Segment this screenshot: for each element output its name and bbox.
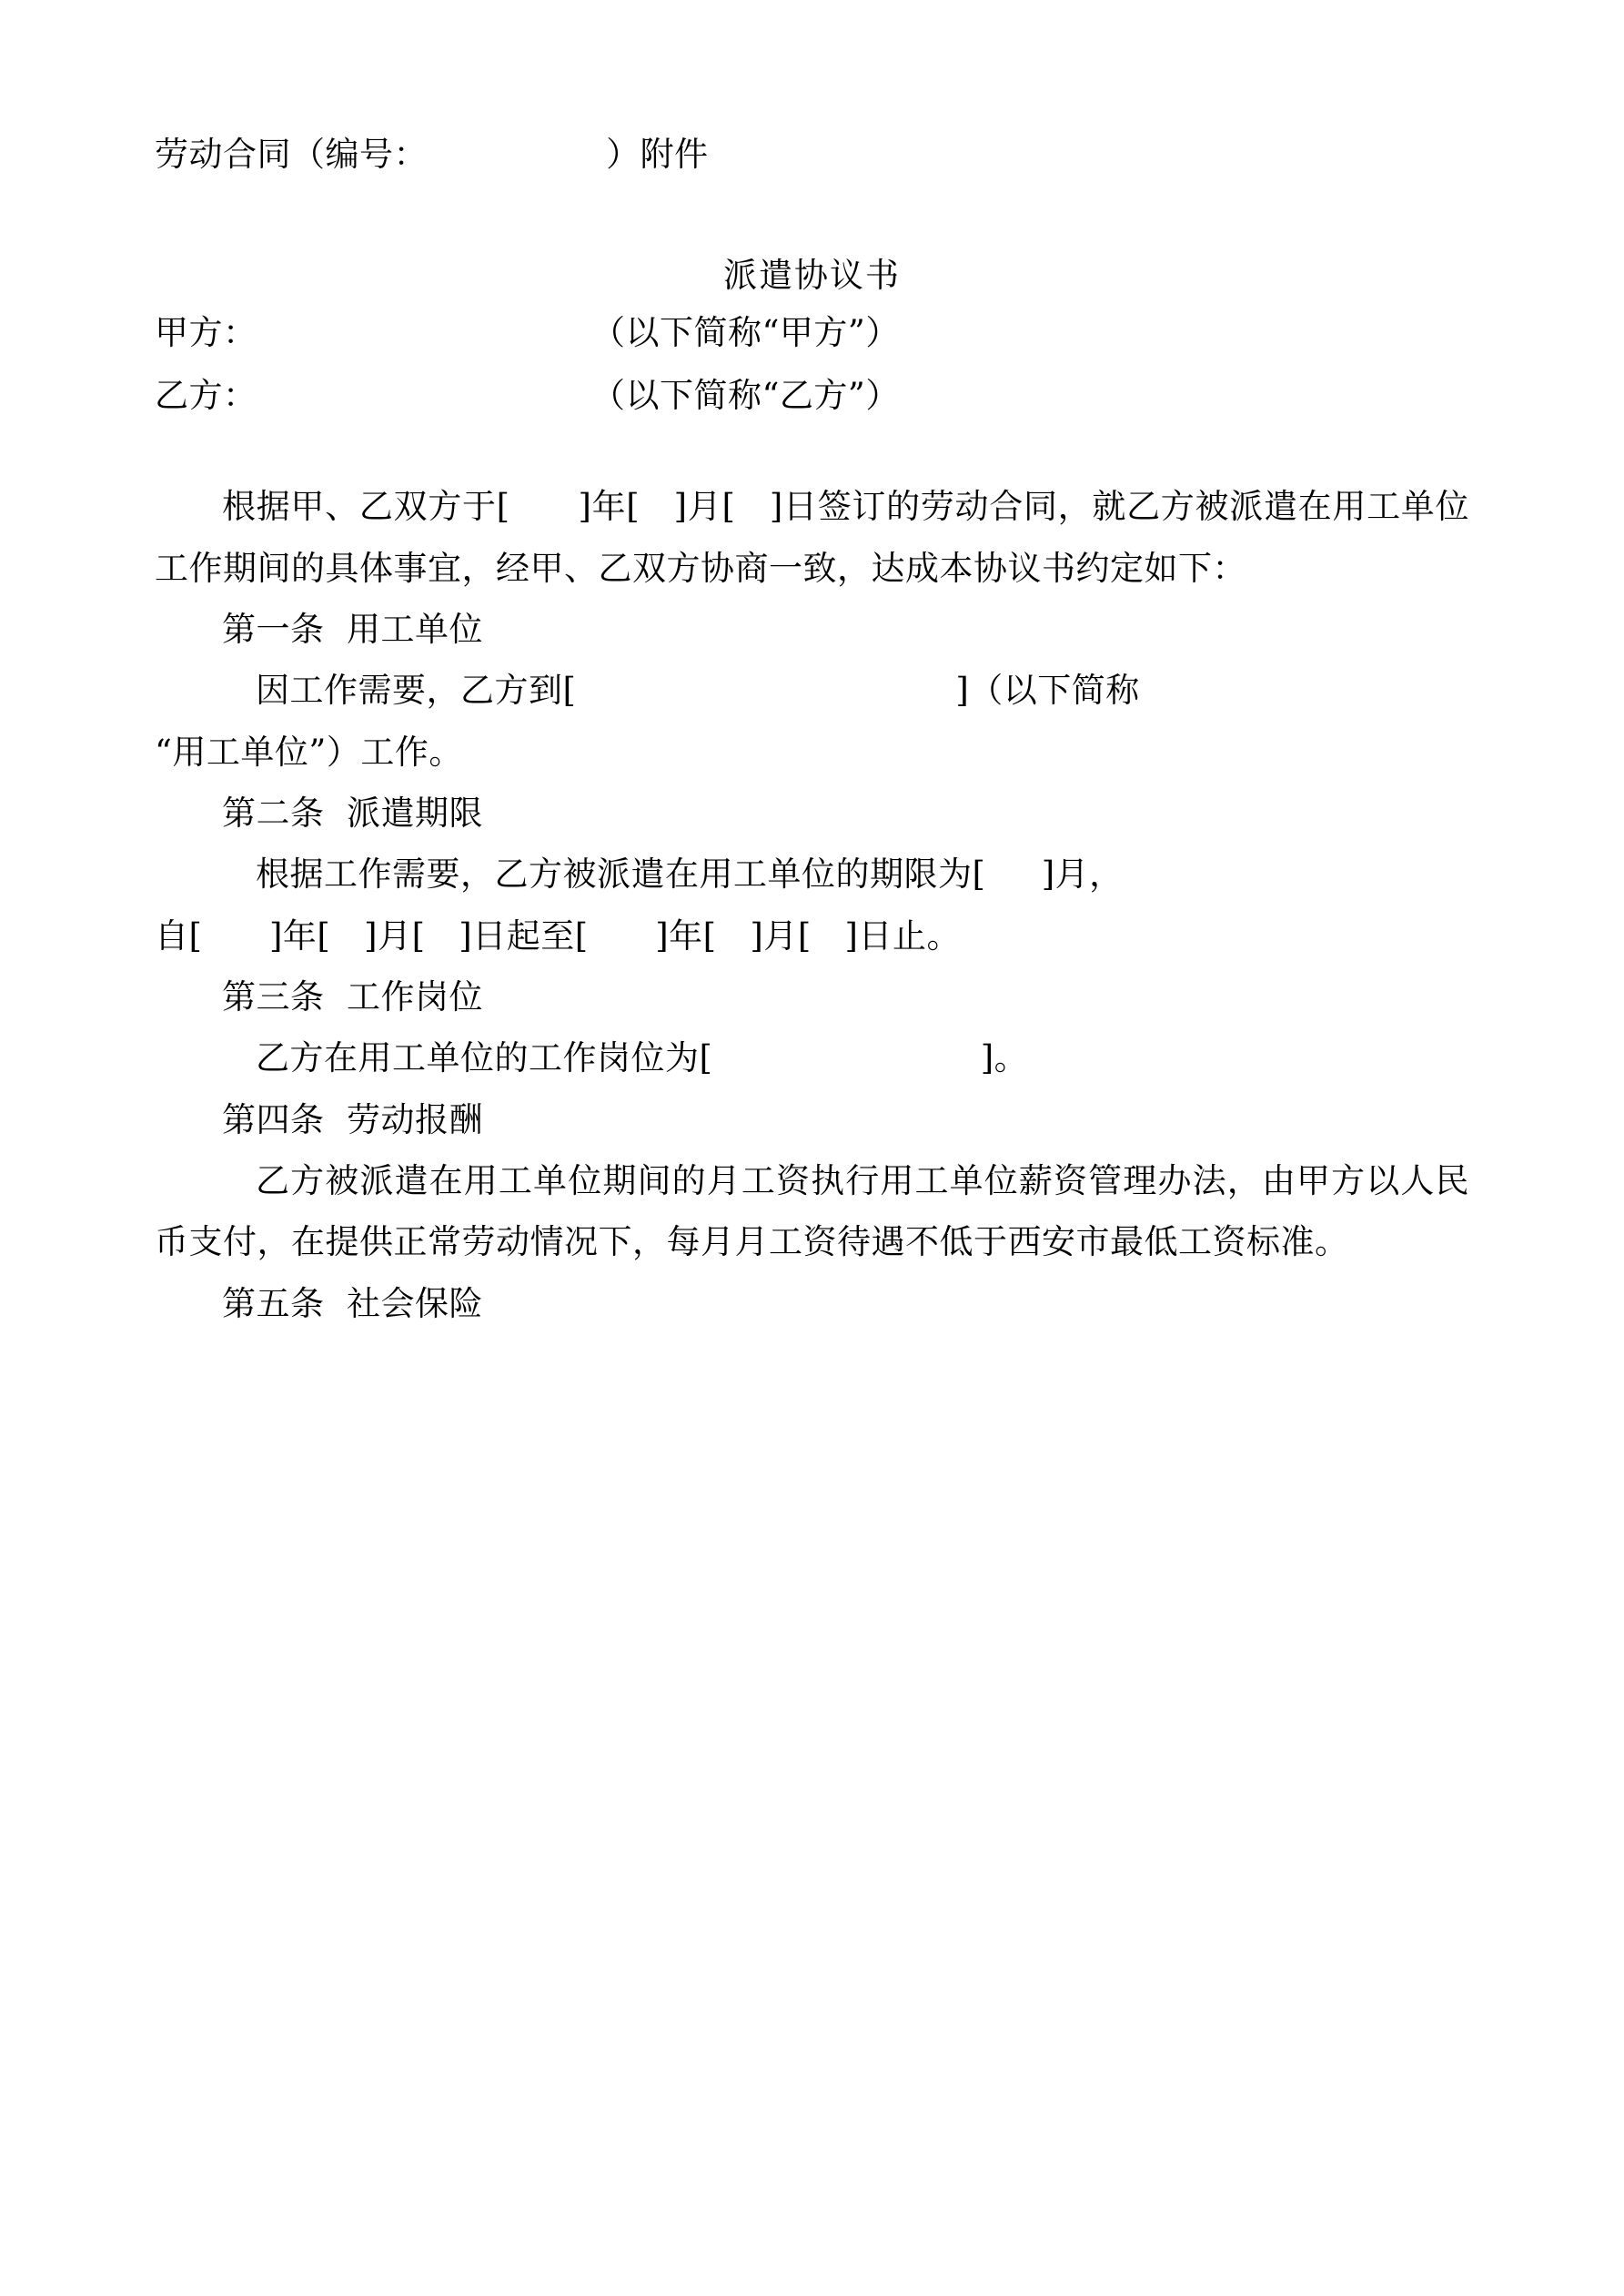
clause-4-title: 第四条 劳动报酬 — [222, 1099, 484, 1139]
clause-2-body: 根据工作需要，乙方被派遣在用工单位的期限为[ ]月， — [256, 855, 1124, 895]
clause-1-body: 因工作需要，乙方到[ ]（以下简称 — [256, 671, 1140, 711]
clause-2-body-cont: 自[ ]年[ ]月[ ]日起至[ ]年[ ]月[ ]日止。 — [155, 915, 961, 956]
clause-5-title: 第五条 社会保险 — [222, 1283, 484, 1323]
spacer — [155, 181, 1469, 248]
party-a-note: （以下简称“甲方”） — [591, 313, 900, 353]
spacer — [155, 427, 1469, 476]
document-body — [155, 127, 1469, 1334]
clause-3-body: 乙方在用工单位的工作岗位为[ ]。 — [256, 1038, 1029, 1078]
preamble-paragraph: 根据甲、乙双方于[ ]年[ ]月[ ]日签订的劳动合同，就乙方被派遣在用工单位工作期间的具体事宜，经甲、乙双方协商一致，达成本协议书约定如下： — [155, 487, 1469, 588]
party-b-row — [155, 365, 1469, 427]
clause-1-body-cont: “用工单位”）工作。 — [155, 732, 463, 772]
party-b-note: （以下简称“乙方”） — [591, 375, 900, 415]
clause-1-title: 第一条 用工单位 — [222, 609, 484, 649]
clause-4-body: 乙方被派遣在用工单位期间的月工资执行用工单位薪资管理办法，由甲方以人民币支付，在提供正常劳动情况下，每月月工资待遇不低于西安市最低工资标准。 — [155, 1160, 1469, 1262]
document-title: 派遣协议书 — [723, 256, 901, 296]
clause-3-title: 第三条 工作岗位 — [222, 976, 484, 1017]
contract-number-header: 劳动合同（编号： ）附件 — [155, 135, 709, 174]
clause-2-title: 第二条 派遣期限 — [222, 793, 484, 833]
party-a-row — [155, 302, 1469, 364]
party-a-label: 甲方： — [155, 313, 257, 353]
party-b-label: 乙方： — [155, 375, 257, 415]
